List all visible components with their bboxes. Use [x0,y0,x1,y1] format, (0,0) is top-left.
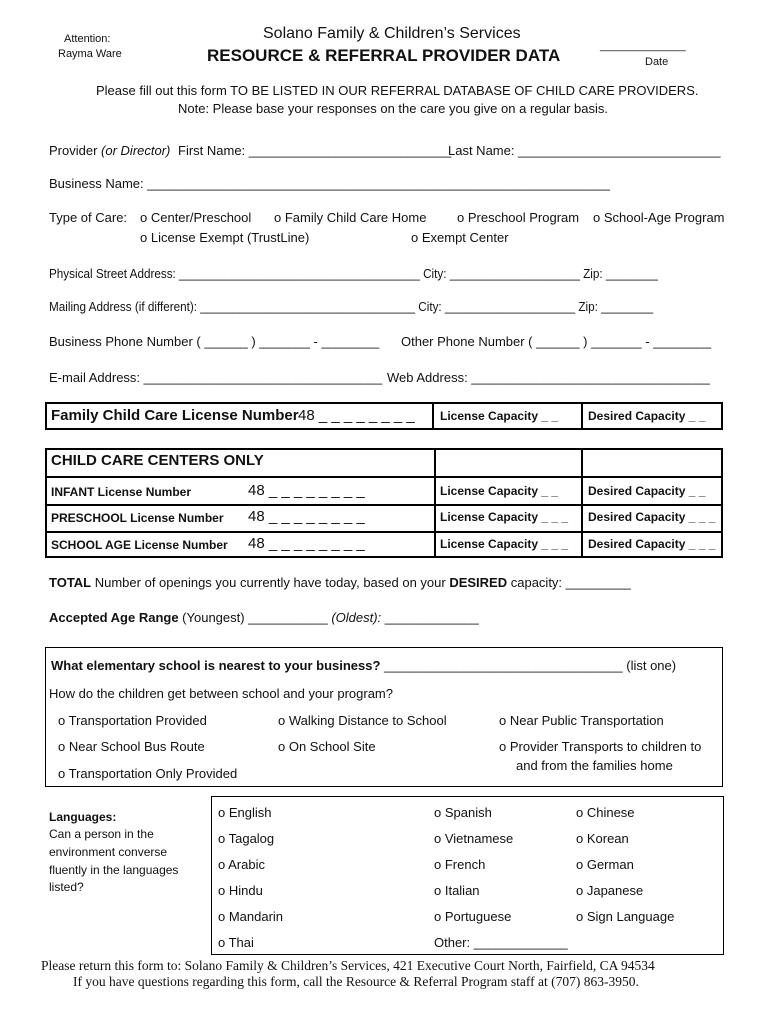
org-name: Solano Family & Children’s Services [263,25,521,42]
physical-address-field[interactable]: Physical Street Address: _____________________________________ City: ____________________ Zip: ________ [49,266,658,281]
lang-vietnamese[interactable]: o Vietnamese [434,831,514,846]
lang-other-field[interactable]: Other: _____________ [434,935,568,950]
lang-chinese[interactable]: o Chinese [576,805,635,820]
transport-question: How do the children get between school and your program? [49,686,393,701]
languages-title: Languages: [49,810,117,824]
nearest-school-field[interactable]: What elementary school is nearest to your business? _________________________________ (list one) [51,658,677,673]
school-age-desired-capacity[interactable]: Desired Capacity _ _ _ [588,537,716,551]
fcc-license-capacity[interactable]: License Capacity _ _ [440,409,559,423]
lang-hindu[interactable]: o Hindu [218,883,263,898]
transport-on-school-site[interactable]: o On School Site [278,739,376,754]
transport-only-provided[interactable]: o Transportation Only Provided [58,766,238,781]
care-exempt-center[interactable]: o Exempt Center [411,230,509,245]
transport-provided[interactable]: o Transportation Provided [58,713,207,728]
type-of-care-label: Type of Care: [49,210,128,225]
lang-french[interactable]: o French [434,857,486,872]
lang-german[interactable]: o German [576,857,634,872]
lang-arabic[interactable]: o Arabic [218,857,265,872]
lang-tagalog[interactable]: o Tagalog [218,831,275,846]
page-title: RESOURCE & REFERRAL PROVIDER DATA [207,46,561,65]
fcc-license-label: Family Child Care License Number [51,407,299,424]
school-age-license-number[interactable]: 48 _ _ _ _ _ _ _ _ [248,535,365,552]
footer-return-address: Please return this form to: Solano Family & Children’s Services, 421 Executive Court North, Fairfield, CA 94534 [41,958,655,973]
date-label: Date [645,56,669,68]
lang-italian[interactable]: o Italian [434,883,480,898]
lang-japanese[interactable]: o Japanese [576,883,644,898]
lang-english[interactable]: o English [218,805,272,820]
lang-portuguese[interactable]: o Portuguese [434,909,512,924]
last-name-field[interactable]: Last Name: ____________________________ [448,143,721,158]
preschool-license-label: PRESCHOOL License Number [51,511,224,525]
provider-label: Provider (or Director) [49,143,171,158]
care-family-child-care-home[interactable]: o Family Child Care Home [274,210,427,225]
transport-provider-transports-cont: and from the families home [516,758,673,773]
preschool-license-capacity[interactable]: License Capacity _ _ _ [440,510,569,524]
transport-provider-transports[interactable]: o Provider Transports to children to [499,739,702,754]
care-center-preschool[interactable]: o Center/Preschool [140,210,252,225]
infant-license-capacity[interactable]: License Capacity _ _ [440,484,559,498]
web-address-field[interactable]: Web Address: _________________________________ [387,370,710,385]
care-school-age-program[interactable]: o School-Age Program [593,210,725,225]
transport-walking-distance[interactable]: o Walking Distance to School [278,713,447,728]
languages-desc-1: Can a person in the [49,827,154,841]
languages-desc-4: listed? [49,880,84,894]
intro-line-1: Please fill out this form TO BE LISTED IN OUR REFERRAL DATABASE OF CHILD CARE PROVIDERS. [96,83,699,98]
care-preschool-program[interactable]: o Preschool Program [457,210,580,225]
school-age-license-capacity[interactable]: License Capacity _ _ _ [440,537,569,551]
languages-desc-3: fluently in the languages [49,863,179,877]
languages-desc-2: environment converse [49,845,168,859]
date-field[interactable]: ______________ [600,40,686,52]
lang-mandarin[interactable]: o Mandarin [218,909,284,924]
attention-label: Attention: [64,33,111,45]
centers-heading: CHILD CARE CENTERS ONLY [51,452,264,469]
fcc-desired-capacity[interactable]: Desired Capacity _ _ [588,409,706,423]
transport-near-bus-route[interactable]: o Near School Bus Route [58,739,205,754]
transport-near-public[interactable]: o Near Public Transportation [499,713,664,728]
infant-license-number[interactable]: 48 _ _ _ _ _ _ _ _ [248,482,365,499]
preschool-license-number[interactable]: 48 _ _ _ _ _ _ _ _ [248,508,365,525]
business-phone-field[interactable]: Business Phone Number ( ______ ) _______ - ________ [49,334,380,349]
school-age-license-label: SCHOOL AGE License Number [51,538,228,552]
intro-line-2: Note: Please base your responses on the care you give on a regular basis. [178,101,608,116]
mailing-address-field[interactable]: Mailing Address (if different): _________________________________ City: ____________________ Zip: ________ [49,299,654,314]
infant-desired-capacity[interactable]: Desired Capacity _ _ [588,484,706,498]
first-name-field[interactable]: First Name: ____________________________ [178,143,452,158]
age-range-field[interactable]: Accepted Age Range (Youngest) ___________ (Oldest): _____________ [49,610,479,625]
care-license-exempt[interactable]: o License Exempt (TrustLine) [140,230,310,245]
business-name-field[interactable]: Business Name: ________________________________________________________________ [49,176,610,191]
attention-name: Rayma Ware [58,48,122,60]
lang-sign-language[interactable]: o Sign Language [576,909,675,924]
preschool-desired-capacity[interactable]: Desired Capacity _ _ _ [588,510,716,524]
lang-thai[interactable]: o Thai [218,935,254,950]
email-field[interactable]: E-mail Address: _________________________________ [49,370,383,385]
footer-contact: If you have questions regarding this form, call the Resource & Referral Program staff at (707) 863-3950. [73,974,639,989]
fcc-license-number[interactable]: 48 _ _ _ _ _ _ _ _ [298,407,415,424]
infant-license-label: INFANT License Number [51,485,192,499]
total-openings-field[interactable]: TOTAL Number of openings you currently have today, based on your DESIRED capacity: _________ [49,575,631,590]
lang-korean[interactable]: o Korean [576,831,629,846]
other-phone-field[interactable]: Other Phone Number ( ______ ) _______ - ________ [401,334,712,349]
lang-spanish[interactable]: o Spanish [434,805,492,820]
